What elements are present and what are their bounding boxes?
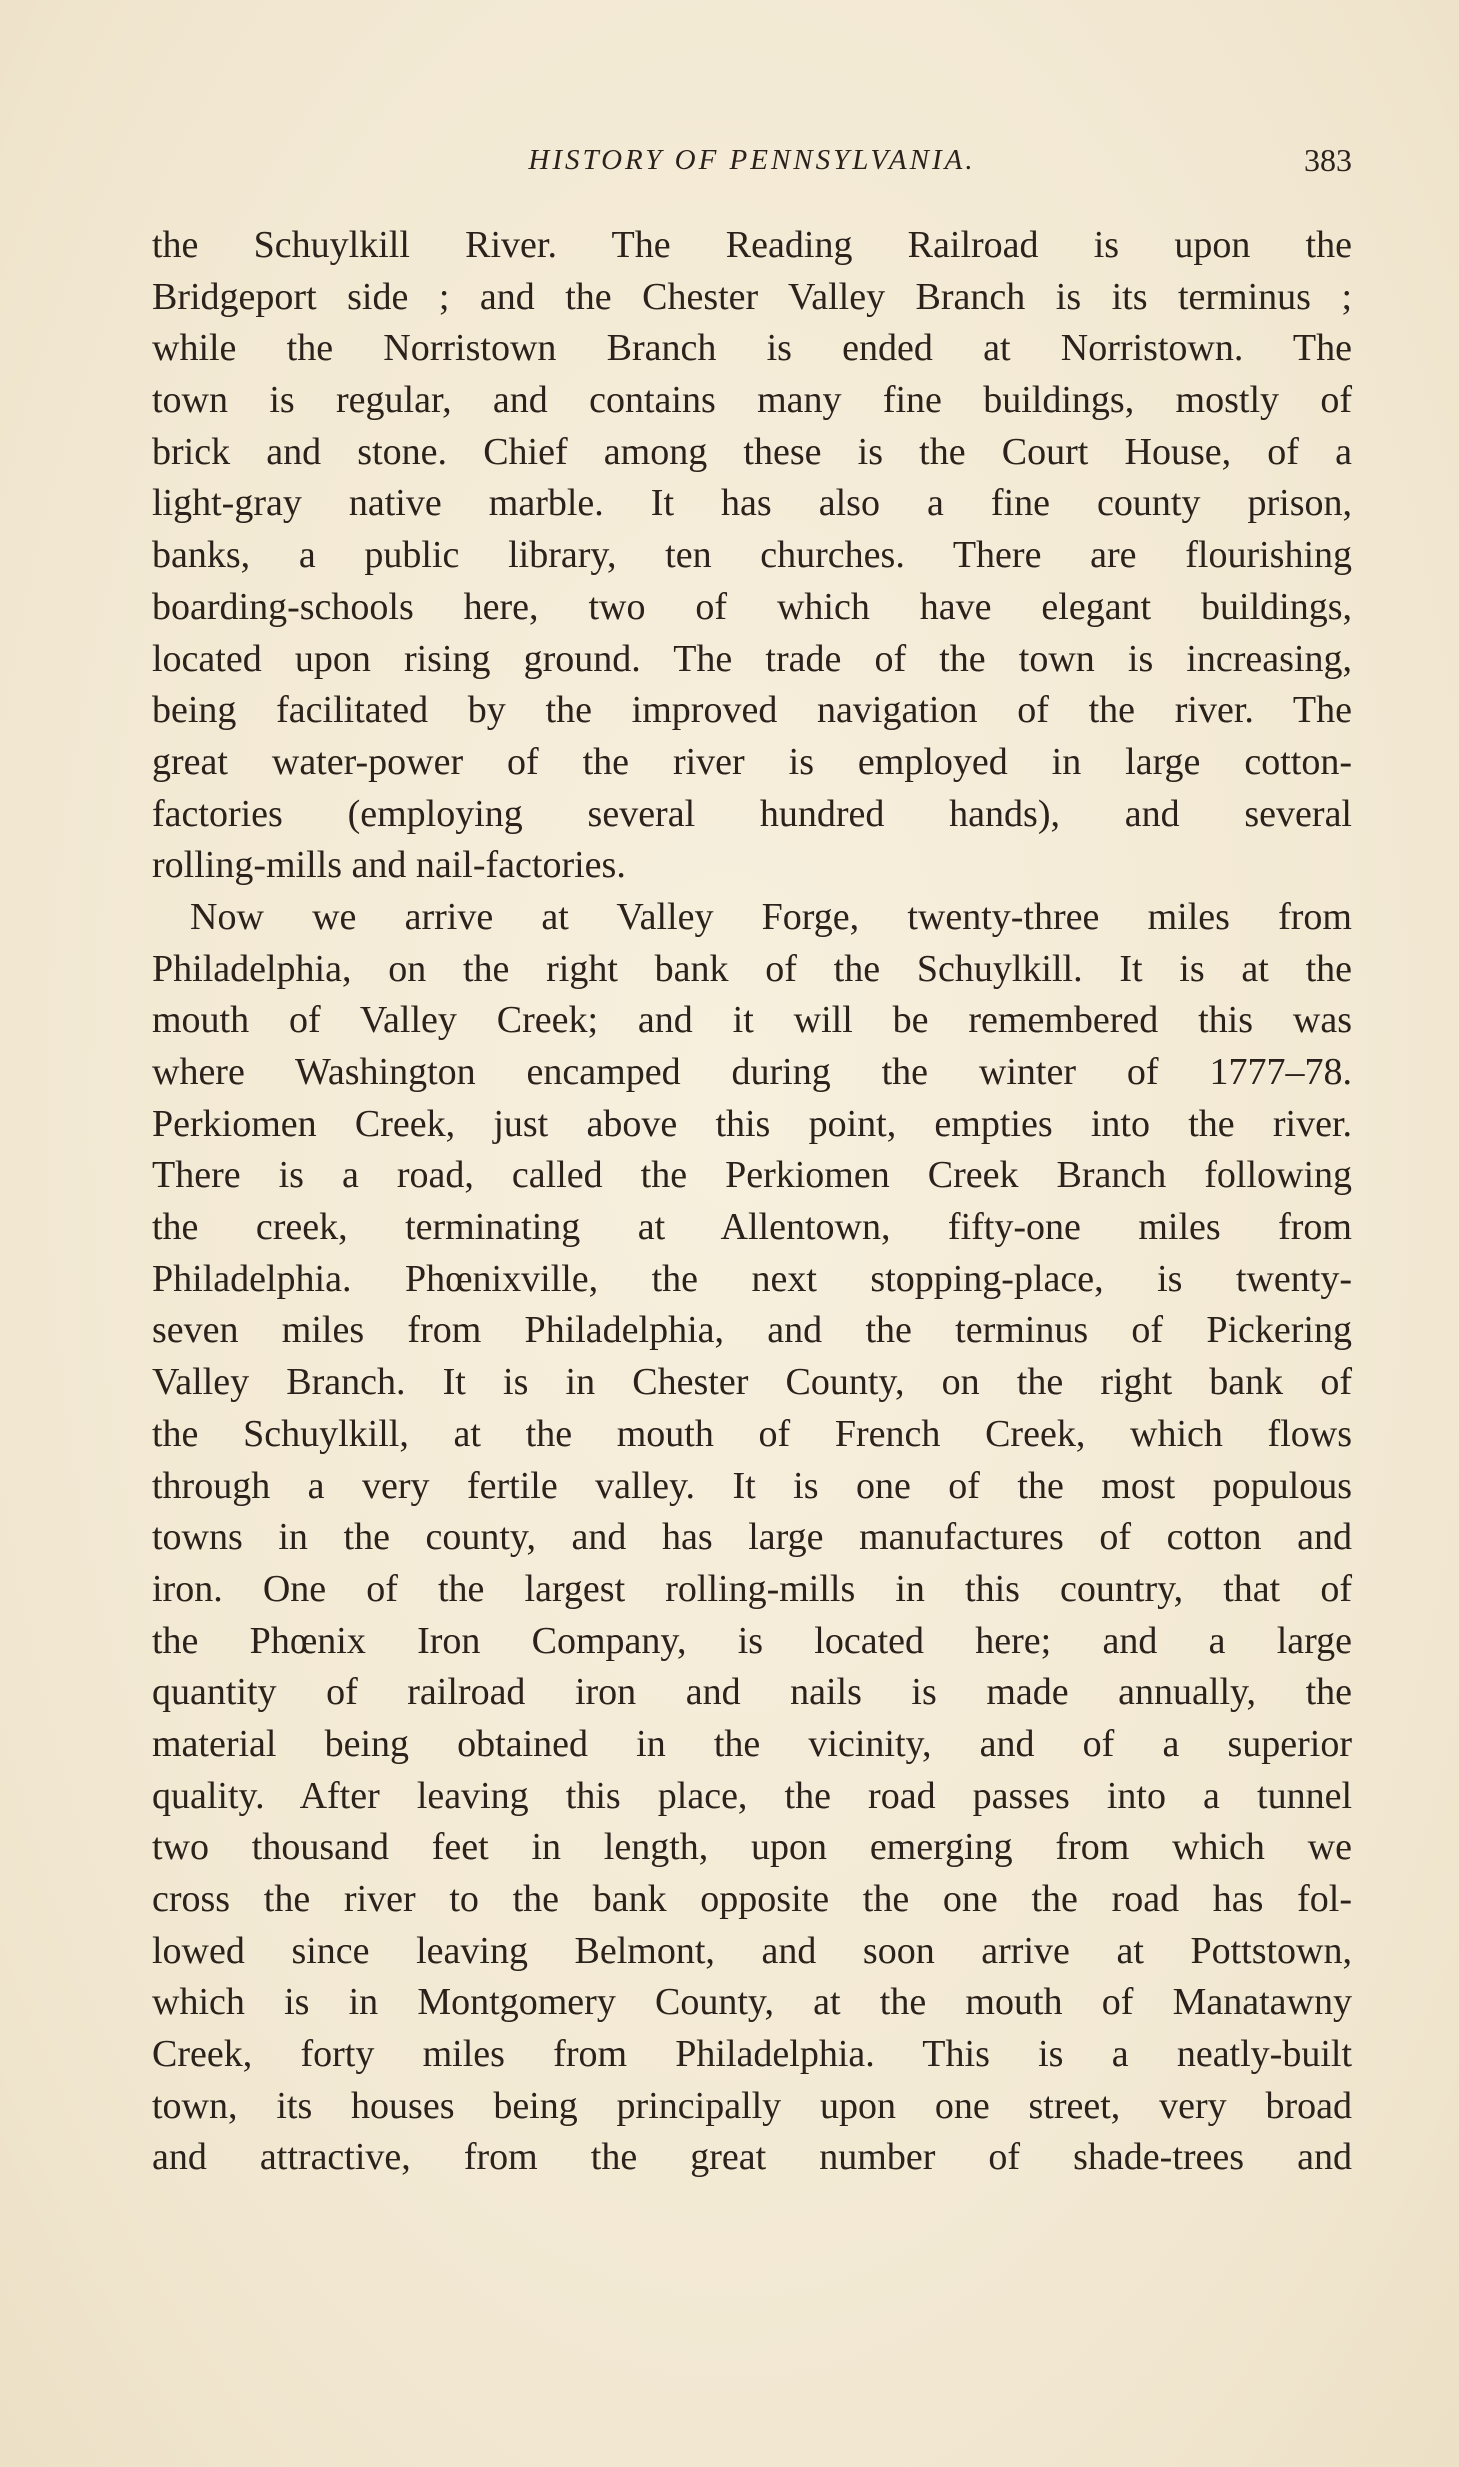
text-line: boarding-schools here, two of which have elegant buildings,	[152, 585, 1352, 628]
text-line: Philadelphia. Phœnixville, the next stopping-place, is twenty-	[152, 1257, 1352, 1300]
text-line: located upon rising ground. The trade of the town is increasing,	[152, 637, 1352, 680]
text-line: mouth of Valley Creek; and it will be remembered this was	[152, 999, 1352, 1042]
text-line: Valley Branch. It is in Chester County, on the right bank of	[152, 1361, 1352, 1404]
text-line: while the Norristown Branch is ended at Norristown. The	[152, 327, 1352, 370]
text-line: factories (employing several hundred hands), and several	[152, 792, 1352, 835]
paragraph-end-line: rolling-mills and nail-factories.	[152, 844, 626, 887]
text-line: being facilitated by the improved navigation of the river. The	[152, 689, 1352, 732]
text-line: town, its houses being principally upon one street, very broad	[152, 2084, 1352, 2127]
text-line: iron. One of the largest rolling-mills in this country, that of	[152, 1567, 1352, 1610]
text-line: lowed since leaving Belmont, and soon arrive at Pottstown,	[152, 1929, 1352, 1972]
text-line: quality. After leaving this place, the road passes into a tunnel	[152, 1774, 1352, 1817]
text-line: which is in Montgomery County, at the mouth of Manatawny	[152, 1981, 1352, 2024]
text-line: light-gray native marble. It has also a fine county prison,	[152, 482, 1352, 525]
text-line: brick and stone. Chief among these is the Court House, of a	[152, 430, 1352, 473]
text-line: seven miles from Philadelphia, and the terminus of Pickering	[152, 1309, 1352, 1352]
body-text	[152, 220, 1352, 2184]
text-line: cross the river to the bank opposite the one the road has fol-	[152, 1878, 1352, 1920]
text-line: towns in the county, and has large manufactures of cotton and	[152, 1516, 1352, 1559]
running-title: HISTORY OF PENNSYLVANIA.	[528, 144, 976, 176]
text-line: There is a road, called the Perkiomen Creek Branch following	[152, 1154, 1352, 1197]
text-line: and attractive, from the great number of shade-trees and	[152, 2136, 1352, 2179]
text-line: the Phœnix Iron Company, is located here; and a large	[152, 1619, 1352, 1662]
text-line: banks, a public library, ten churches. There are flourishing	[152, 534, 1352, 577]
text-line: great water-power of the river is employed in large cotton-	[152, 740, 1352, 783]
running-head	[152, 138, 1352, 188]
paragraph-start-line: Now we arrive at Valley Forge, twenty-three miles from	[190, 895, 1352, 938]
text-line: Creek, forty miles from Philadelphia. This is a neatly-built	[152, 2033, 1352, 2076]
text-line: two thousand feet in length, upon emerging from which we	[152, 1826, 1352, 1869]
text-line: the Schuylkill River. The Reading Railroad is upon the	[152, 224, 1352, 266]
page-number: 383	[1304, 142, 1352, 178]
text-line: Perkiomen Creek, just above this point, empties into the river.	[152, 1102, 1352, 1145]
text-line: where Washington encamped during the winter of 1777–78.	[152, 1051, 1352, 1093]
text-line: the creek, terminating at Allentown, fifty-one miles from	[152, 1206, 1352, 1249]
text-line: town is regular, and contains many fine buildings, mostly of	[152, 379, 1352, 422]
text-line: material being obtained in the vicinity, and of a superior	[152, 1722, 1352, 1765]
text-line: Bridgeport side ; and the Chester Valley Branch is its terminus ;	[152, 275, 1352, 318]
text-line: the Schuylkill, at the mouth of French Creek, which flows	[152, 1412, 1352, 1455]
text-line: quantity of railroad iron and nails is made annually, the	[152, 1671, 1352, 1714]
text-line: through a very fertile valley. It is one of the most populous	[152, 1464, 1352, 1507]
text-line: Philadelphia, on the right bank of the Schuylkill. It is at the	[152, 947, 1352, 990]
